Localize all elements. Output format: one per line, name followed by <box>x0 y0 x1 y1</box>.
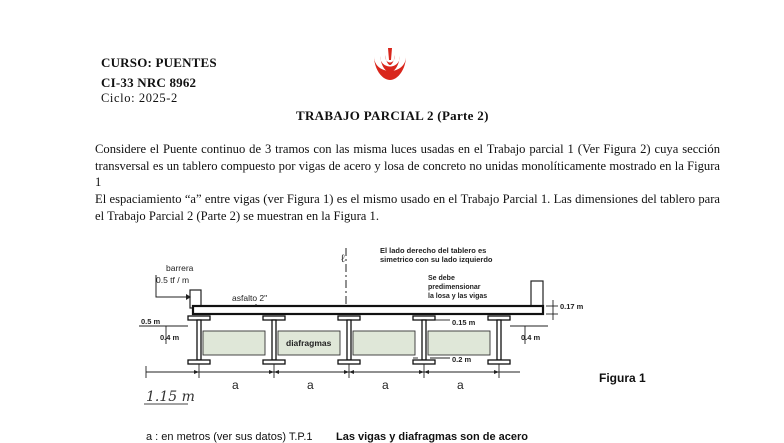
spacing-label-2: a <box>307 378 314 392</box>
spacing-label-1: a <box>232 378 239 392</box>
slab-note-line3: la losa y las vigas <box>428 293 488 300</box>
assignment-title: TRABAJO PARCIAL 2 (Parte 2) <box>296 108 489 123</box>
right-overhang-label: 0.4 m <box>521 333 541 342</box>
right-barrier <box>531 281 543 308</box>
flange-label: 0.2 m <box>452 355 472 364</box>
spacing-label-4: a <box>457 378 464 392</box>
course-term: Ciclo: 2025-2 <box>101 91 178 105</box>
left-overhang-bottom-label: 0.4 m <box>160 333 180 342</box>
figure-caption: Figura 1 <box>599 371 646 385</box>
footer-note-left: a : en metros (ver sus datos) T.P.1 <box>146 431 313 443</box>
footer-note-right: Las vigas y diafragmas son de acero <box>336 431 528 443</box>
deck-slab <box>193 306 543 314</box>
symmetry-note-line1: El lado derecho del tablero es <box>380 246 487 255</box>
left-overhang-top-label: 0.5 m <box>141 317 161 326</box>
overhang-handwritten: 1.15 m <box>146 389 195 405</box>
description-paragraph-2: El espaciamiento “a” entre vigas (ver Figura 1) es el mismo usado en el Trabajo Parcial 1. Las dimensiones del tablero para el Trabajo Parcial 2 (Parte 2) se muestran en la Figura 1. <box>95 192 720 223</box>
diaphragm-label: diafragmas <box>286 338 332 348</box>
haunch-label: 0.15 m <box>452 318 476 327</box>
slab-note-line2: predimensionar <box>428 284 481 291</box>
description-paragraph-1: Considere el Puente continuo de 3 tramos con las misma luces usadas en el Trabajo parcial 1 (Ver Figura 2) cuya sección transversal es un tablero compuesto por vigas de acero y losa de concreto no unidas monolíticamente mostrado en la Figura 1 <box>95 142 720 189</box>
course-name: CURSO: PUENTES <box>101 55 217 70</box>
barrier-label: barrera <box>166 263 194 273</box>
barrier-load-label: 0.5 tf / m <box>156 275 190 285</box>
slab-note-line1: Se debe <box>428 275 455 282</box>
asphalt-label: asfalto 2" <box>232 293 268 303</box>
spacing-label-3: a <box>382 378 389 392</box>
course-code: CI-33 NRC 8962 <box>101 75 197 90</box>
svg-text:ℓ: ℓ <box>341 253 345 265</box>
slab-thickness-label: 0.17 m <box>560 302 584 311</box>
symmetry-note-line2: simetrico con su lado izquierdo <box>380 255 493 264</box>
